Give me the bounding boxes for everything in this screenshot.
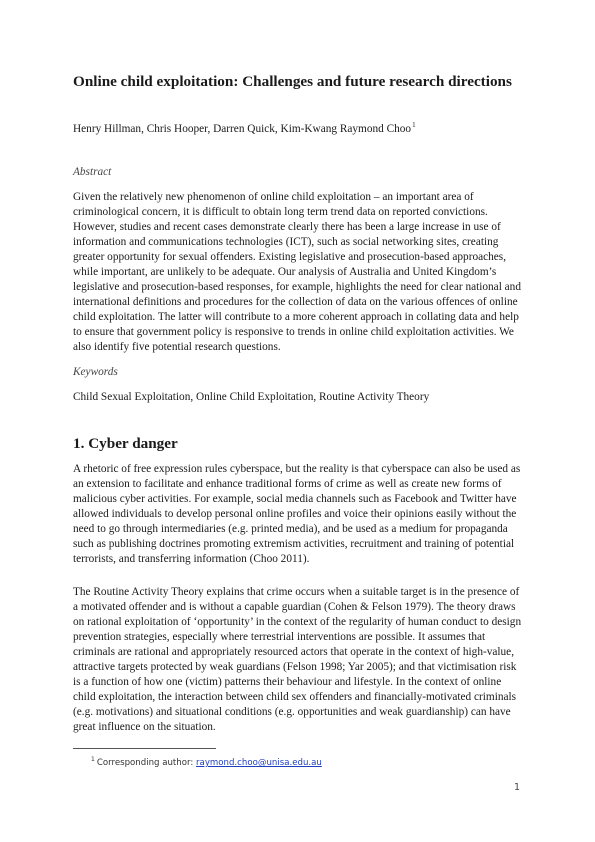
- body-paragraph-2: The Routine Activity Theory explains that crime occurs when a suitable target is in the presence of a motivated offender and is without a capable guardian (Cohen & Felson 1979). The theory draws on rational exploitation of ‘opportunity’ in the context of the regularity of human conduct to design prevention strategies, especially where terrestrial interventions are possible. It assumes that criminals are rational and appropriately resourced actors that operate in the context of high-value, attractive targets protected by weak guardians (Felson 1998; Yar 2005); and that victimisation risk is a function of how one (victim) patterns their behaviour and lifestyle. In the context of online child exploitation, the interaction between child sex offenders and financially-motivated criminals (e.g. motivations) and situational conditions (e.g. opportunities and weak guardianship) can have great influence on the situation.: [73, 586, 522, 733]
- section-heading: 1. Cyber danger: [73, 435, 178, 452]
- author-names: Henry Hillman, Chris Hooper, Darren Quick, Kim-Kwang Raymond Choo: [73, 123, 412, 135]
- corresponding-email-link[interactable]: raymond.choo@unisa.edu.au: [196, 758, 322, 768]
- author-footnote-mark: 1: [412, 121, 416, 129]
- keywords-heading: Keywords: [73, 366, 118, 378]
- author-list: [73, 118, 523, 136]
- page-number: 1: [514, 782, 521, 793]
- abstract-heading: Abstract: [73, 166, 112, 178]
- footnote-label: Corresponding author:: [96, 758, 194, 768]
- abstract-text: Given the relatively new phenomenon of online child exploitation – an important area of criminological concern, it is difficult to obtain long term trend data on reported convictions. However, studies and recent cases demonstrate clearly there has been a large increase in use of information and communications technologies (ICT), such as social networking sites, creating greater opportunity for sexual offenders. Existing legislative and prosecution-based approaches, while important, are unlikely to be adequate. Our analysis of Australia and United Kingdom’s legislative and prosecution-based responses, for example, highlights the need for clear national and international definitions and procedures for the collection of data on the various offences of online child exploitation. The latter will contribute to a more coherent approach in collating data and help to ensure that government policy is responsive to trends in online child exploitation activities. We also identify five potential research questions.: [73, 191, 521, 353]
- keywords-text: Child Sexual Exploitation, Online Child Exploitation, Routine Activity Theory: [73, 391, 430, 403]
- footnote: [91, 756, 322, 768]
- body-paragraph-1: A rhetoric of free expression rules cyberspace, but the reality is that cyberspace can also be used as an extension to facilitate and enhance traditional forms of crime as well as create new forms of malicious cyber activities. For example, social media channels such as Facebook and Twitter have allowed individuals to develop personal online profiles and voice their opinions easily without the need to go through intermediaries (e.g. printed media), and be used as a medium for propaganda such as publishing doctrines promoting extremism activities, recruitment and training of potential terrorists, and transferring information (Choo 2011).: [73, 463, 521, 565]
- paper-title: Online child exploitation: Challenges and future research directions: [73, 73, 512, 90]
- footnote-divider: [73, 748, 216, 749]
- footnote-mark: 1: [91, 756, 95, 763]
